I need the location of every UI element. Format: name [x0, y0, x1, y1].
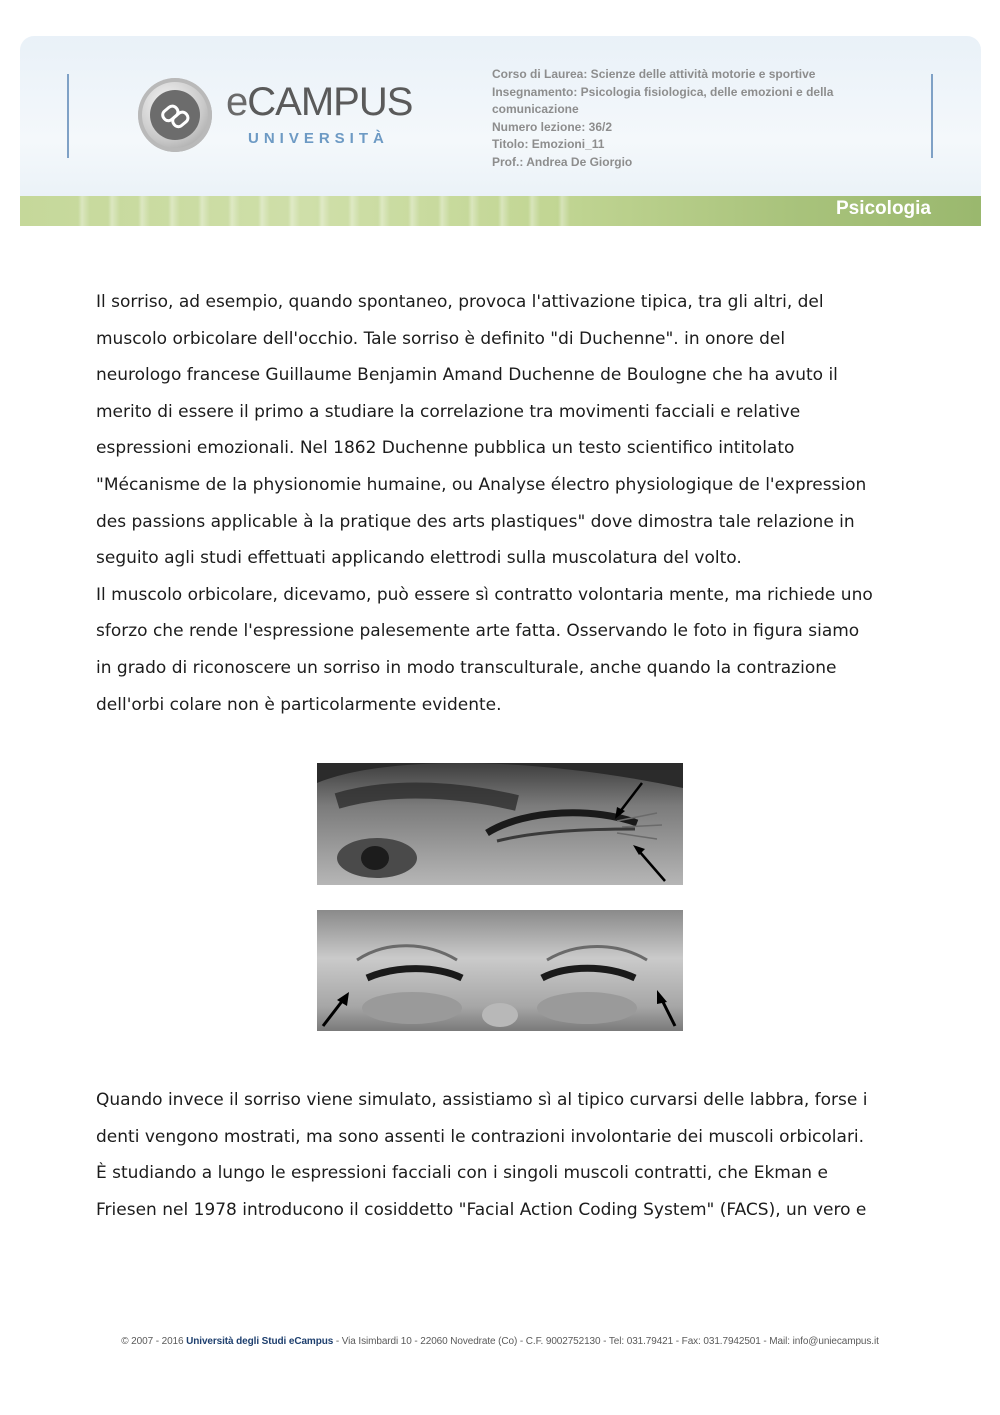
header-divider-right [931, 74, 933, 158]
brand-name: eCAMPUS [226, 80, 413, 124]
section-label: Psicologia [835, 198, 931, 219]
page-footer [0, 1336, 1000, 1347]
text-line: in grado di riconoscere un sorriso in modo transculturale, anche quando la contrazione [96, 657, 837, 678]
text-line: Quando invece il sorriso viene simulato, assistiamo sì al tipico curvarsi delle labbra, forse i [96, 1090, 868, 1110]
text-line: Il sorriso, ad esempio, quando spontaneo, provoca l'attivazione tipica, tra gli altri, del [96, 292, 824, 312]
text-line: Il muscolo orbicolare, dicevamo, può essere sì contratto volontaria mente, ma richiede uno [96, 584, 873, 605]
text-line: sforzo che rende l'espressione palesemente arte fatta. Osservando le foto in figura siamo [96, 621, 860, 642]
text-line: des passions applicable à la pratique des arts plastiques" dove dimostra tale relazione in [96, 511, 855, 532]
text-line: muscolo orbicolare dell'occhio. Tale sorriso è definito "di Duchenne". in onore del [96, 328, 786, 349]
brand-subtitle: UNIVERSITÀ [248, 130, 389, 147]
text-line: "Mécanisme de la physionomie humaine, ou Analyse électro physiologique de l'expression [96, 474, 867, 495]
text-line: dell'orbi colare non è particolarmente evidente. [96, 694, 502, 715]
info-line-subject-cont: comunicazione [492, 102, 579, 116]
page-header [20, 36, 981, 226]
info-line-title: Titolo: Emozioni_11 [492, 137, 605, 151]
course-info [492, 66, 912, 171]
text-line: Friesen nel 1978 introducono il cosiddetto "Facial Action Coding System" (FACS), un vero e [96, 1199, 867, 1220]
band-decoration [60, 196, 580, 226]
photo-smiling-eyes [317, 910, 683, 1031]
info-line-professor: Prof.: Andrea De Giorgio [492, 154, 633, 169]
info-line-subject: Insegnamento: Psicologia fisiologica, delle emozioni e della [492, 84, 834, 99]
footer-contacts: - Via Isimbardi 10 - 22060 Novedrate (Co) - C.F. 9002752130 - Tel: 031.79421 - Fax: 031.7942501 - Mail: info@uniecampus.it [333, 1336, 879, 1347]
footer-copyright: © 2007 - 2016 [121, 1336, 187, 1347]
logo-chain-icon [158, 98, 194, 134]
text-line: È studiando a lungo le espressioni facciali con i singoli muscoli contratti, che Ekman e [96, 1163, 828, 1184]
info-line-course: Corso di Laurea: Scienze delle attività motorie e sportive [492, 67, 816, 81]
text-line: neurologo francese Guillaume Benjamin Amand Duchenne de Boulogne che ha avuto il [96, 365, 838, 386]
text-line: denti vengono mostrati, ma sono assenti le contrazioni involontarie dei muscoli orbicolari. [96, 1126, 865, 1147]
body-text-top [96, 284, 916, 723]
photo-duchenne-eye [317, 763, 683, 885]
footer-university: Università degli Studi eCampus [186, 1336, 334, 1347]
logo-emblem-icon [138, 78, 212, 152]
text-line: seguito agli studi effettuati applicando elettrodi sulla muscolatura del volto. [96, 548, 742, 569]
text-line: merito di essere il primo a studiare la correlazione tra movimenti facciali e relative [96, 401, 801, 422]
header-divider-left [67, 74, 69, 158]
text-line: espressioni emozionali. Nel 1862 Duchenne pubblica un testo scientifico intitolato [96, 438, 795, 459]
info-line-lesson-number: Numero lezione: 36/2 [492, 119, 613, 134]
body-text-bottom [96, 1082, 916, 1228]
ecampus-logo [138, 78, 438, 158]
